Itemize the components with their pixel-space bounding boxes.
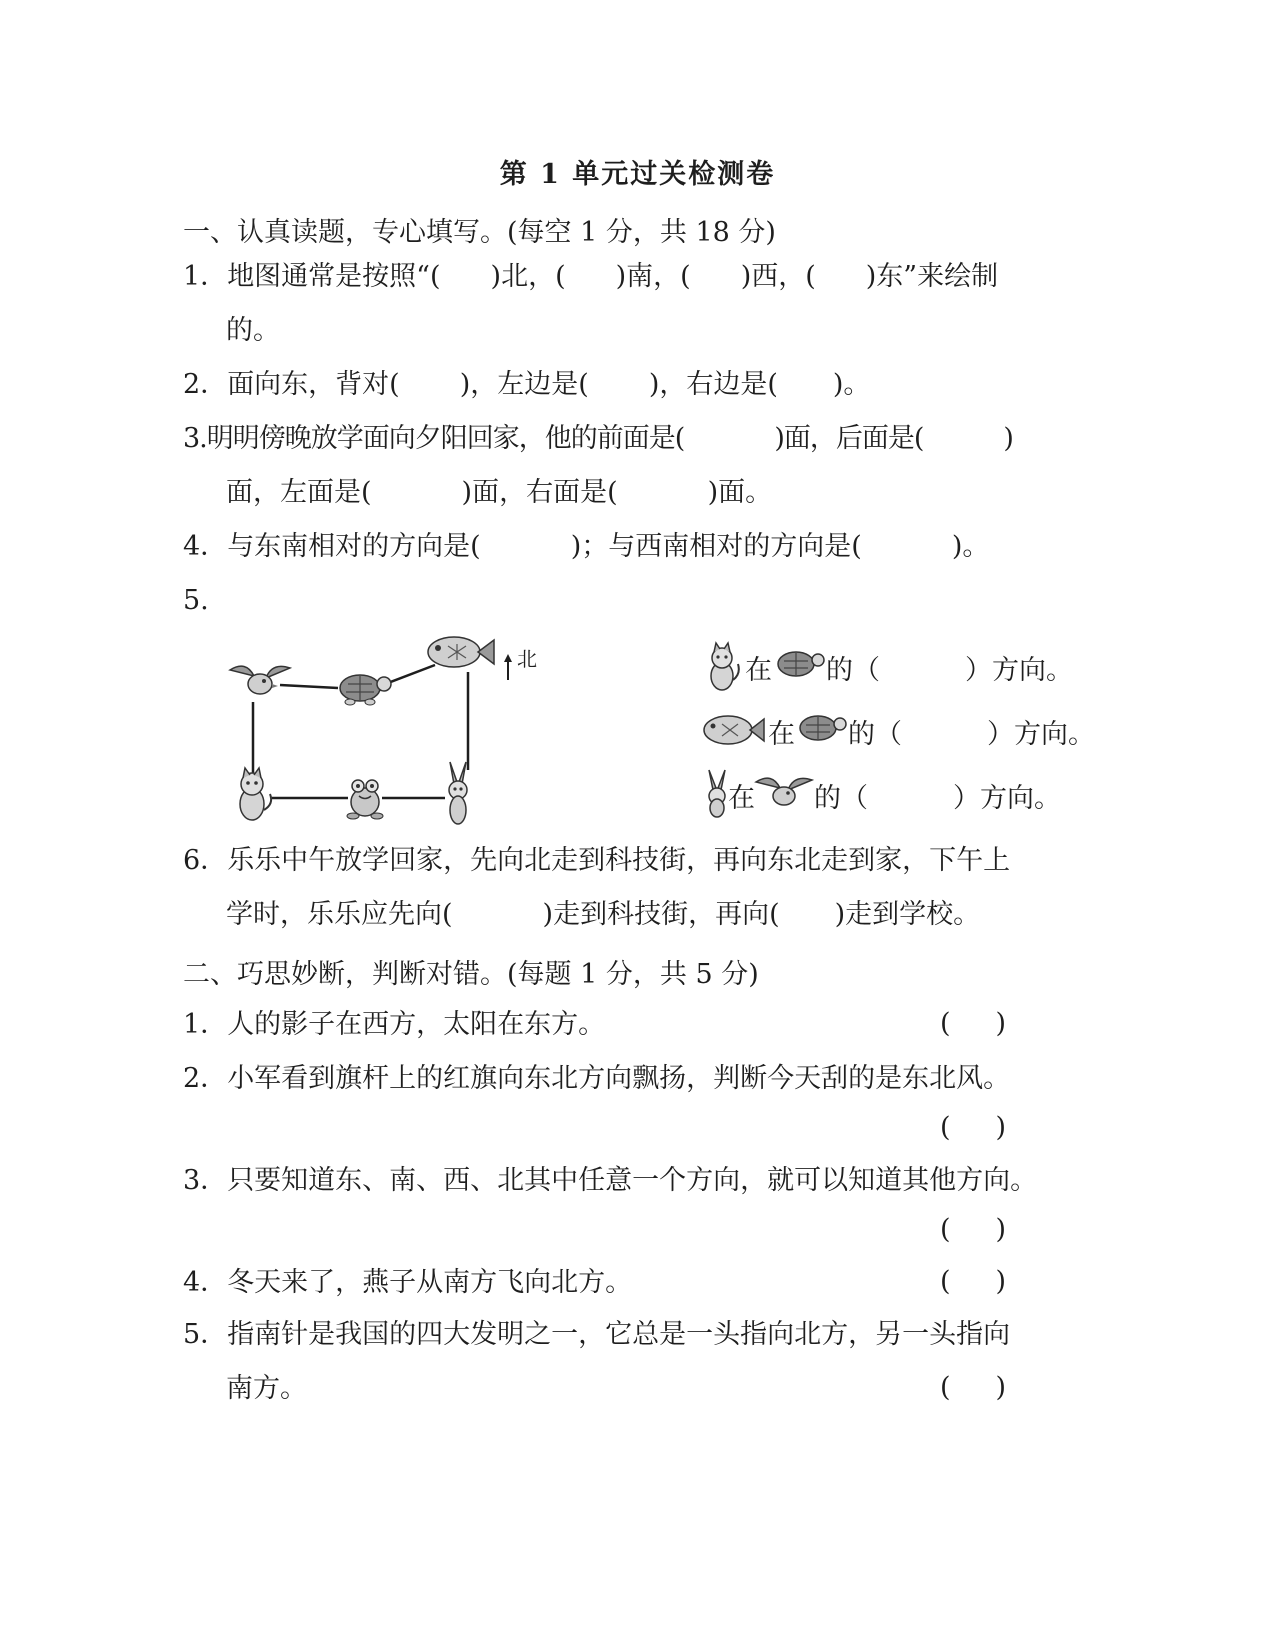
- q6-text: 乐乐中午放学回家，先向北走到科技街，再向东北走到家，下午上: [227, 845, 1011, 876]
- judge-answer-5[interactable]: ( ): [940, 1372, 1007, 1403]
- q3-text: ): [1003, 423, 1013, 454]
- q2-text: 面向东，背对(: [227, 369, 400, 400]
- north-arrow-icon: [504, 654, 512, 680]
- bird-icon: [754, 772, 814, 812]
- judge-item-1: [183, 1006, 605, 1044]
- q4-text: )；与西南相对的方向是(: [570, 531, 862, 562]
- q1-text: )东”来绘制: [865, 261, 999, 292]
- q5-row3: [814, 776, 1061, 815]
- turtle-icon: [340, 675, 391, 705]
- q4-text: 与东南相对的方向是(: [227, 531, 481, 562]
- q3-text: 面，左面是(: [226, 477, 372, 508]
- q5-row1-zai: 在: [745, 655, 772, 686]
- cat-icon: [702, 640, 742, 692]
- q6-text: )走到学校。: [834, 899, 981, 930]
- judge-item-text: 小军看到旗杆上的红旗向东北方向飘扬，判断今天刮的是东北风。: [227, 1063, 1011, 1094]
- q5-row2-de: 的（: [848, 719, 902, 750]
- q6-text: 学时，乐乐应先向(: [226, 899, 453, 930]
- q2-text: )。: [832, 369, 871, 400]
- judge-item-number: 4．: [183, 1267, 228, 1298]
- q5-number: 5.: [183, 585, 209, 616]
- q5-row2-end: ）方向。: [987, 719, 1095, 750]
- q5-row3-zai: 在: [728, 783, 755, 814]
- q5-row1-end: ）方向。: [965, 655, 1073, 686]
- q1-text: )西，(: [740, 261, 816, 292]
- q5-row3-end: ）方向。: [953, 783, 1061, 814]
- q5-row2: [848, 712, 1095, 751]
- q1-text: )北，(: [490, 261, 566, 292]
- fish-icon: [428, 637, 494, 667]
- q3-line2: [226, 474, 772, 512]
- judge-item-text: 冬天来了，燕子从南方飞向北方。: [227, 1267, 633, 1298]
- bird-icon: [230, 666, 290, 694]
- north-label: 北: [517, 647, 537, 671]
- q3-text: )面，后面是(: [774, 423, 924, 454]
- cat-icon: [240, 768, 271, 820]
- q2-text: )，右边是(: [648, 369, 778, 400]
- q1-text: 地图通常是按照“(: [227, 261, 441, 292]
- judge-item-text: 指南针是我国的四大发明之一，它总是一头指向北方，另一头指向: [227, 1319, 1011, 1350]
- q1-number: 1．: [183, 261, 228, 292]
- q6-text: )走到科技街，再向(: [542, 899, 780, 930]
- q5-row1: [826, 648, 1073, 687]
- q6-number: 6．: [183, 845, 228, 876]
- q1-line1: [183, 258, 998, 296]
- animal-map-diagram: [220, 630, 550, 830]
- q6-line1: [183, 842, 1010, 880]
- judge-item-number: 2．: [183, 1063, 228, 1094]
- q4-text: )。: [951, 531, 990, 562]
- judge-item-number: 1．: [183, 1009, 228, 1040]
- judge-item-number: 5．: [183, 1319, 228, 1350]
- judge-item-4: [183, 1264, 632, 1302]
- q3-line1: [183, 420, 1013, 458]
- judge-answer-1[interactable]: ( ): [940, 1008, 1007, 1039]
- q3-number: 3.: [183, 423, 207, 454]
- judge-item-5-line2: 南方。: [226, 1373, 307, 1404]
- q3-text: )面，右面是(: [461, 477, 618, 508]
- q4-line: [183, 528, 989, 566]
- q4-number: 4．: [183, 531, 228, 562]
- turtle-icon: [794, 710, 850, 746]
- turtle-icon: [772, 646, 828, 682]
- judge-answer-4[interactable]: ( ): [940, 1266, 1007, 1297]
- judge-item-5: [183, 1316, 1010, 1354]
- q2-line: [183, 366, 870, 404]
- q2-number: 2．: [183, 369, 228, 400]
- judge-item-3: [183, 1162, 1037, 1200]
- fish-icon: [700, 712, 768, 748]
- q1-text: )南，(: [615, 261, 691, 292]
- q3-text: )面。: [707, 477, 773, 508]
- q2-text: )，左边是(: [459, 369, 589, 400]
- section2-heading: 二、巧思妙断，判断对错。(每题 1 分，共 5 分): [183, 959, 759, 990]
- rabbit-icon: [704, 766, 730, 818]
- q5-row2-zai: 在: [768, 719, 795, 750]
- judge-answer-2[interactable]: ( ): [940, 1112, 1007, 1143]
- judge-item-2: [183, 1060, 1010, 1098]
- q6-line2: [226, 896, 980, 934]
- q3-text: 明明傍晚放学面向夕阳回家，他的前面是(: [206, 423, 685, 454]
- q5-row3-de: 的（: [814, 783, 868, 814]
- path-bird-turtle: [280, 685, 338, 688]
- section1-heading: 一、认真读题，专心填写。(每空 1 分，共 18 分): [183, 217, 776, 248]
- q1-line2: 的。: [226, 315, 280, 346]
- frog-icon: [347, 780, 383, 819]
- judge-answer-3[interactable]: ( ): [940, 1214, 1007, 1245]
- rabbit-icon: [449, 762, 467, 824]
- judge-item-text: 只要知道东、南、西、北其中任意一个方向，就可以知道其他方向。: [227, 1165, 1038, 1196]
- judge-item-text: 人的影子在西方，太阳在东方。: [227, 1009, 606, 1040]
- q5-row1-de: 的（: [826, 655, 880, 686]
- judge-item-number: 3．: [183, 1165, 228, 1196]
- page-title: 第 1 单元过关检测卷: [499, 159, 776, 190]
